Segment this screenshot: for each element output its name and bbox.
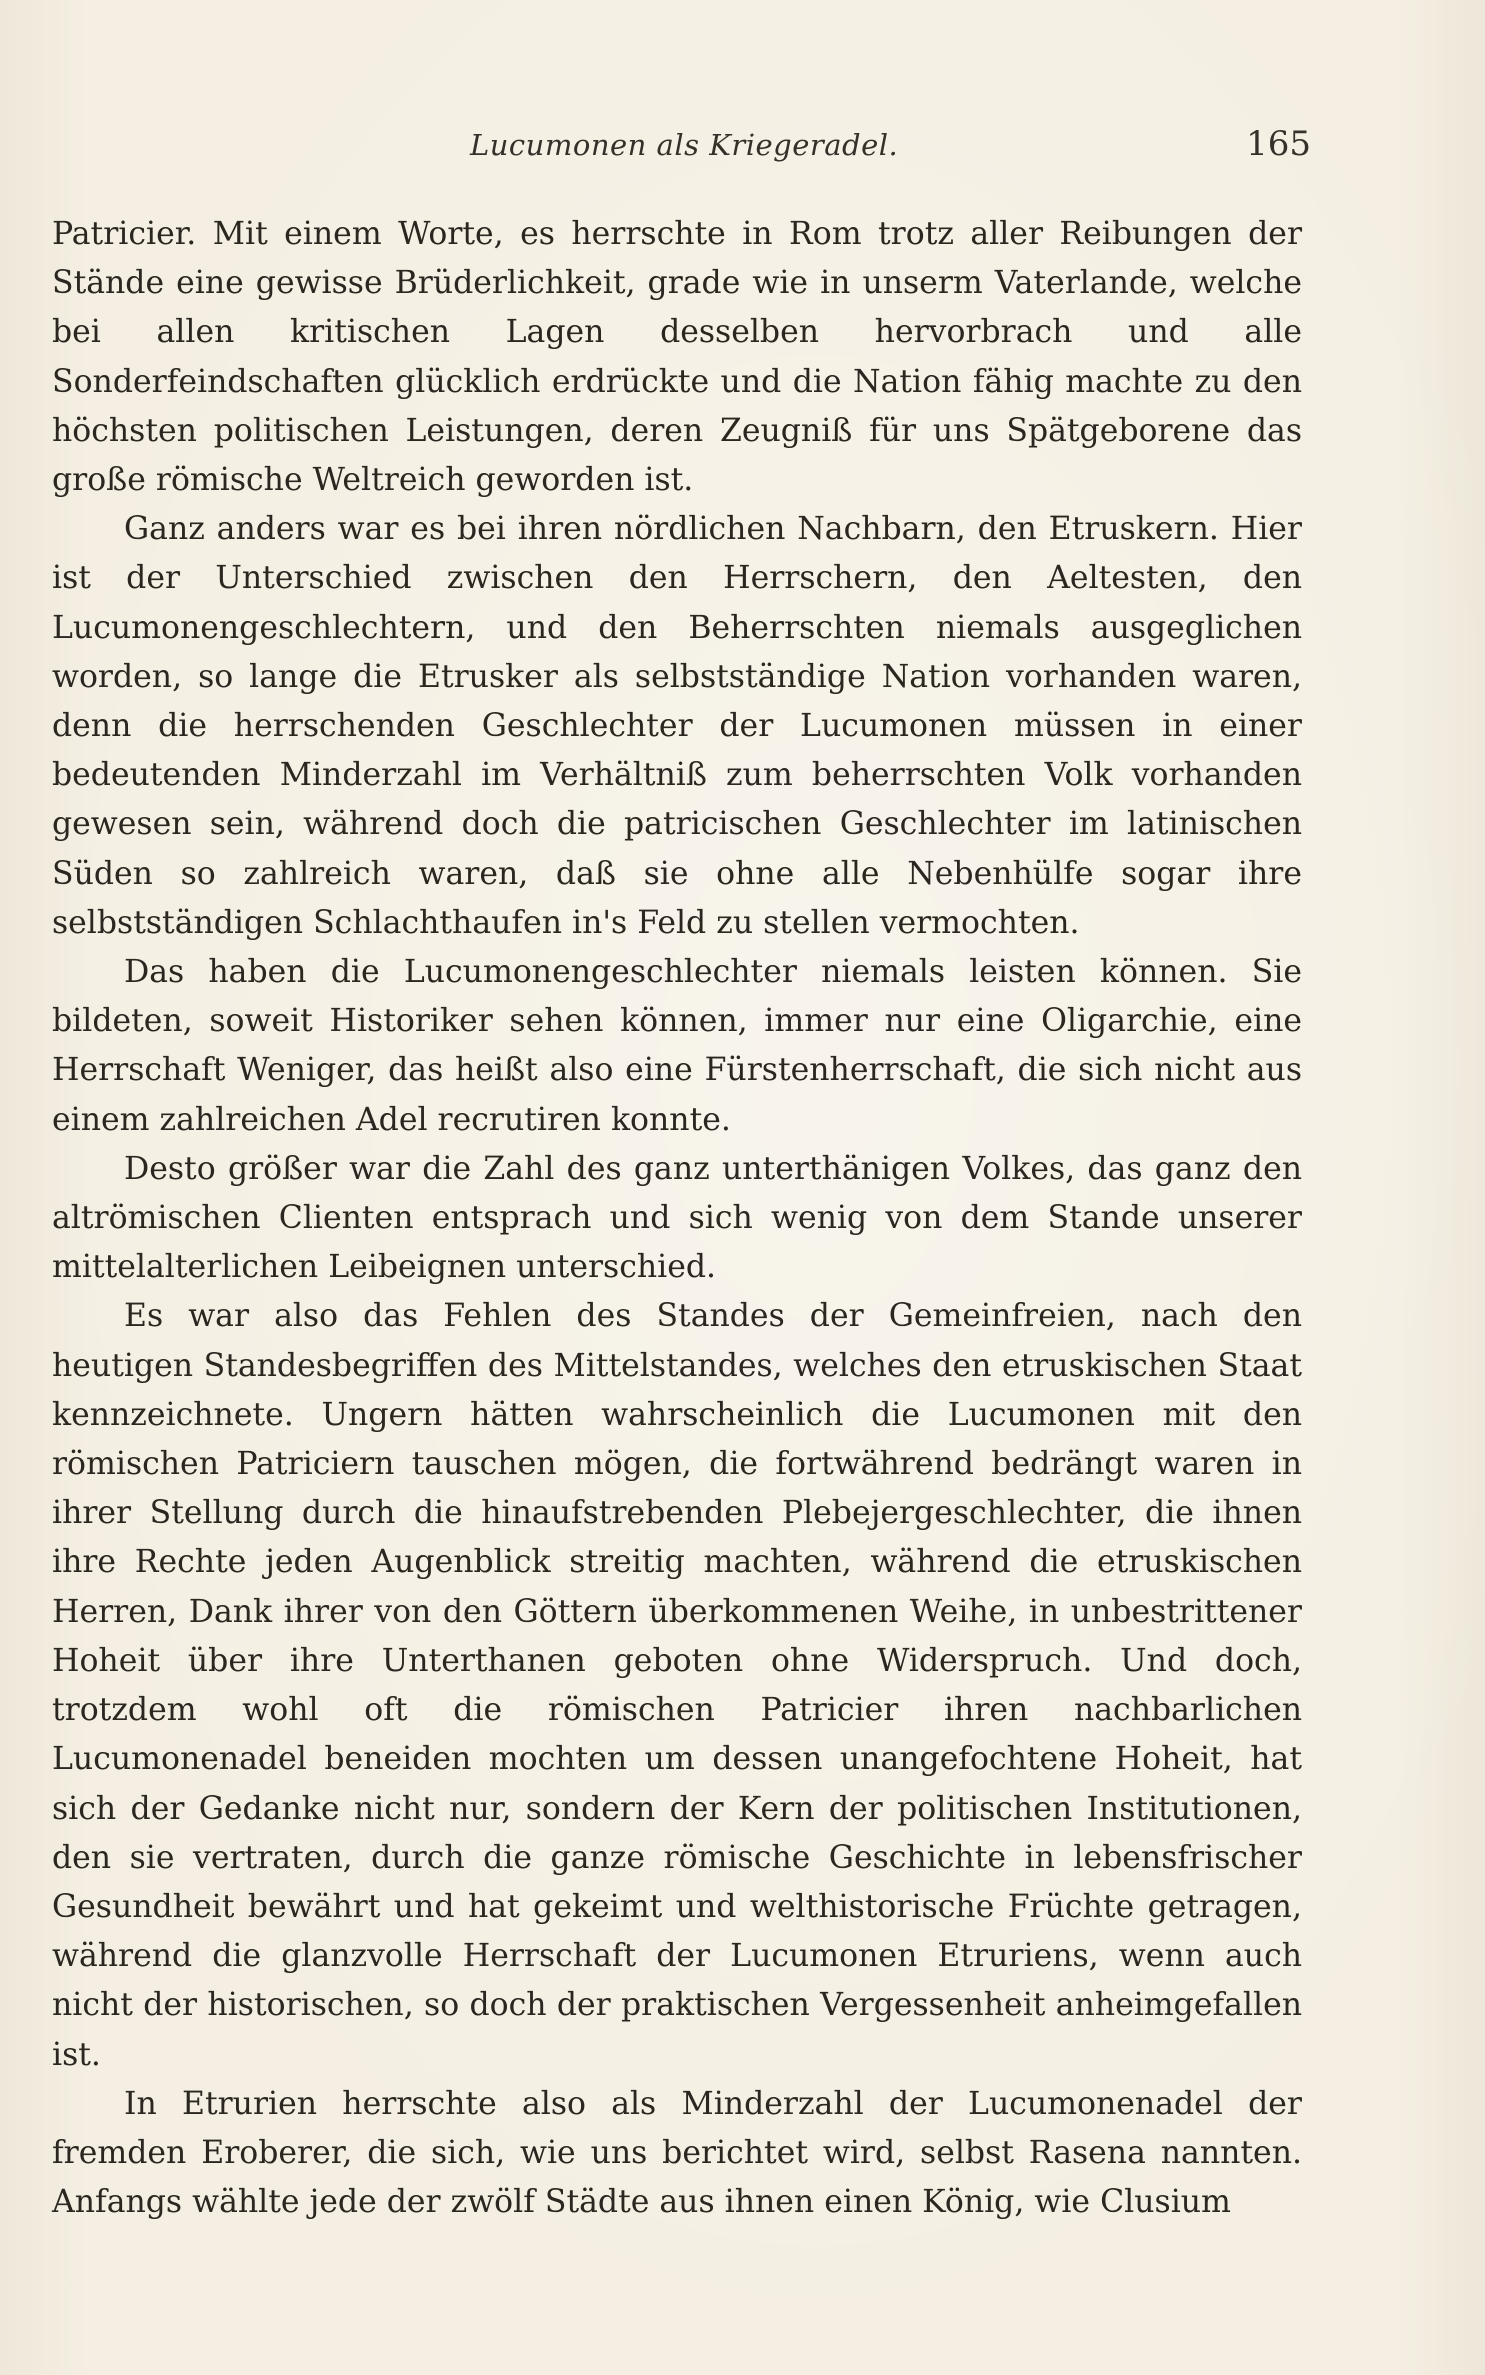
paragraph-volk: Desto größer war die Zahl des ganz unterthänigen Volkes, das ganz den altrömischen Clienten entsprach und sich wenig von dem Stande unserer mittelalterlichen Leibeignen unterschied. xyxy=(52,1150,1302,1286)
paragraph-oligarchie: Das haben die Lucumonengeschlechter niemals leisten können. Sie bildeten, soweit Historiker sehen können, immer nur eine Oligarchie, eine Herrschaft Weniger, das heißt also eine Fürstenherrschaft, die sich nicht aus einem zahlreichen Adel recrutiren konnte. xyxy=(52,954,1302,1138)
body-text xyxy=(52,210,1302,2227)
paragraph-patricier: Patricier. Mit einem Worte, es herrschte in Rom trotz aller Reibungen der Stände eine gewisse Brüderlichkeit, grade wie in unserm Vaterlande, welche bei allen kritischen Lagen desselben hervorbrach und alle Sonderfeindschaften glücklich erdrückte und die Nation fähig machte zu den höchsten politischen Leistungen, deren Zeugniß für uns Spätgeborene das große römische Weltreich geworden ist. xyxy=(52,216,1302,499)
page-number: 165 xyxy=(1246,124,1311,164)
paragraph-gemeinfreie: Es war also das Fehlen des Standes der Gemeinfreien, nach den heutigen Standesbegriffen des Mittelstandes, welches den etruskischen Staat kennzeichnete. Ungern hätten wahrscheinlich die Lucumonen mit den römischen Patriciern tauschen mögen, die fortwährend bedrängt waren in ihrer Stellung durch die hinaufstrebenden Plebejergeschlechter, die ihnen ihre Rechte jeden Augenblick streitig machten, während die etruskischen Herren, Dank ihrer von den Göttern überkommenen Weihe, in unbestrittener Hoheit über ihre Unterthanen geboten ohne Widerspruch. Und doch, trotzdem wohl oft die römischen Patricier ihren nachbarlichen Lucumonenadel beneiden mochten um dessen unangefochtene Hoheit, hat sich der Gedanke nicht nur, sondern der Kern der politischen Institutionen, den sie vertraten, durch die ganze römische Geschichte in lebensfrischer Gesundheit bewährt und hat gekeimt und welthistorische Früchte getragen, während die glanzvolle Herrschaft der Lucumonen Etruriens, wenn auch nicht der historischen, so doch der praktischen Vergessenheit anheimgefallen ist. xyxy=(52,1298,1302,2073)
running-head: Lucumonen als Kriegeradel. xyxy=(470,128,899,162)
paragraph-etrusker: Ganz anders war es bei ihren nördlichen Nachbarn, den Etruskern. Hier ist der Unterschied zwischen den Herrschern, den Aeltesten, den Lucumonengeschlechtern, und den Beherrschten niemals ausgeglichen worden, so lange die Etrusker als selbstständige Nation vorhanden waren, denn die herrschenden Geschlechter der Lucumonen müssen in einer bedeutenden Minderzahl im Verhältniß zum beherrschten Volk vorhanden gewesen sein, während doch die patricischen Geschlechter im latinischen Süden so zahlreich waren, daß sie ohne alle Nebenhülfe sogar ihre selbstständigen Schlachthaufen in's Feld zu stellen vermochten. xyxy=(52,511,1302,941)
paragraph-etrurien: In Etrurien herrschte also als Minderzahl der Lucumonenadel der fremden Eroberer, die sich, wie uns berichtet wird, selbst Rasena nannten. Anfangs wählte jede der zwölf Städte aus ihnen einen König, wie Clusium xyxy=(52,2085,1302,2221)
